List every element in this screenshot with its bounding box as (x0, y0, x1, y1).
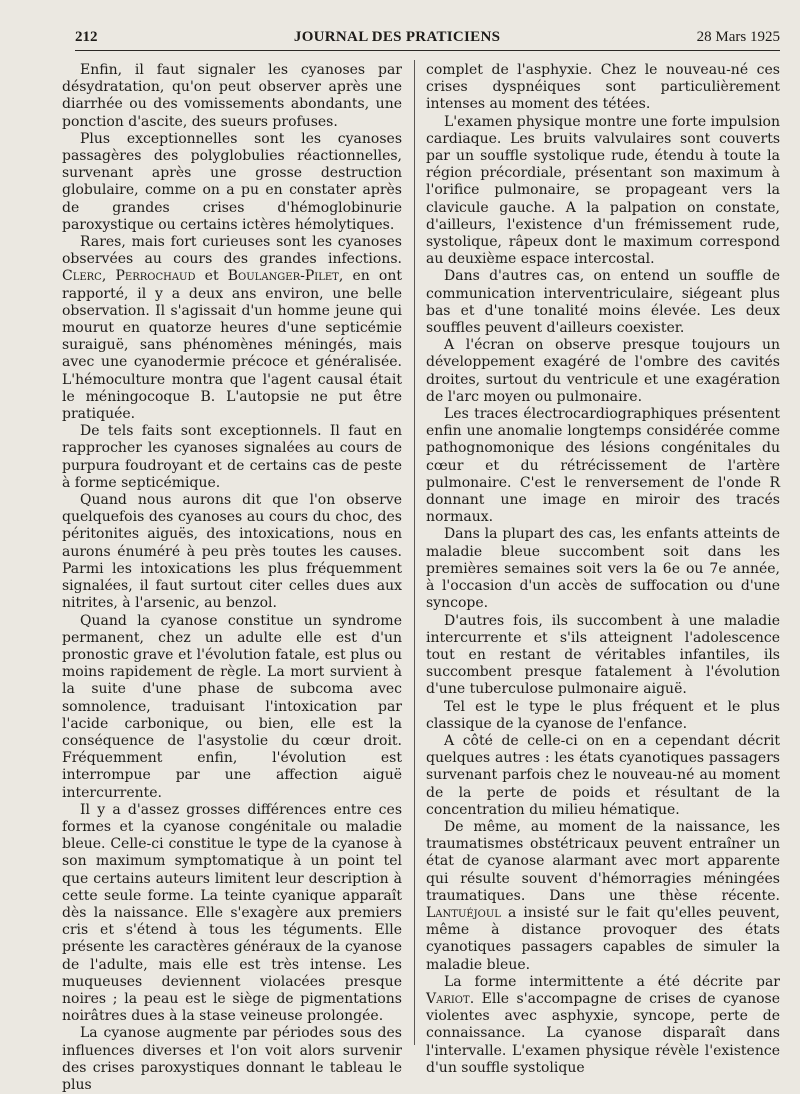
paragraph: L'examen physique montre une forte impulsion cardiaque. Les bruits valvulaires sont couverts par un souffle systolique rude, étendu à toute la région précordiale, présentant son maximum à l'orifice pulmonaire, se propageant vers la clavicule gauche. A la palpation on constate, d'ailleurs, l'existence d'un frémissement rude, systolique, râpeux dont le maximum correspond au deuxième espace intercostal. (426, 113, 780, 268)
paragraph: Plus exceptionnelles sont les cyanoses passagères des polyglobulies réactionnelles, survenant après une grosse destruction globulaire, comme on a pu en constater après de grandes crises d'hémoglobinurie paroxystique ou certains ictères hémolytiques. (62, 130, 402, 233)
right-column (426, 62, 780, 1077)
left-column (62, 62, 402, 1094)
paragraph: La forme intermittente a été décrite par Variot. Elle s'accompagne de crises de cyanose violentes avec asphyxie, syncope, perte de connaissance. La cyanose disparaît dans l'intervalle. L'examen physique révèle l'existence d'un souffle systolique (426, 973, 780, 1076)
journal-title: JOURNAL DES PRATICIENS (293, 28, 501, 45)
column-divider (414, 60, 415, 1045)
paragraph: Quand la cyanose constitue un syndrome permanent, chez un adulte elle est d'un pronostic grave et l'évolution fatale, est plus ou moins rapidement de règle. La mort survient à la suite d'une phase de subcoma avec somnolence, traduisant l'intoxication par l'acide carbonique, ou bien, elle est la conséquence de l'asystolie du cœur droit. Fréquemment enfin, l'évolution est interrompue par une affection aiguë intercurrente. (62, 612, 402, 801)
paragraph: Il y a d'assez grosses différences entre ces formes et la cyanose congénitale ou maladie bleue. Celle-ci constitue le type de la cyanose à son maximum symptomatique à un point tel que certains auteurs limitent leur description à cette seule forme. La teinte cyanique apparaît dès la naissance. Elle s'exagère aux premiers cris et s'étend à tous les téguments. Elle présente les caractères généraux de la cyanose de l'adulte, mais elle est très intense. Les muqueuses deviennent violacées presque noires ; la peau est le siège de pigmentations noirâtres dues à la stase veineuse prolongée. (62, 801, 402, 1025)
paragraph: Les traces électrocardiographiques présentent enfin une anomalie longtemps considérée comme pathognomonique des lésions congénitales du cœur et du rétrécissement de l'artère pulmonaire. C'est le renversement de l'onde R donnant une image en miroir des tracés normaux. (426, 406, 780, 526)
paragraph: complet de l'asphyxie. Chez le nouveau-né ces crises dyspnéiques sont particulièrement intenses au moment des tétées. (426, 62, 780, 113)
author-name: Clerc (62, 268, 102, 285)
paragraph: De même, au moment de la naissance, les traumatismes obstétricaux peuvent entraîner un état de cyanose alarmant avec mort apparente qui résulte souvent d'hémorragies méningées traumatiques. Dans une thèse récente. Lantuéjoul a insisté sur le fait qu'elles peuvent, même à distance provoquer des états cyanotiques passagers capables de simuler la maladie bleue. (426, 818, 780, 973)
page-number: 212 (75, 28, 98, 45)
paragraph: Dans d'autres cas, on entend un souffle de communication interventriculaire, siégeant plus bas et d'une tonalité moins élevée. Les deux souffles peuvent d'ailleurs coexister. (426, 268, 780, 337)
paragraph: De tels faits sont exceptionnels. Il faut en rapprocher les cyanoses signalées au cours de purpura foudroyant et de certains cas de peste à forme septicémique. (62, 423, 402, 491)
paragraph: La cyanose augmente par périodes sous des influences diverses et l'on voit alors survenir des crises paroxystiques donnant le tableau le plus (62, 1025, 402, 1093)
page-header (75, 24, 780, 51)
author-name: Perrochaud (115, 268, 196, 285)
paragraph: Enfin, il faut signaler les cyanoses par désydratation, qu'on peut observer après une diarrhée ou des vomissements abondants, une ponction d'ascite, des sueurs profuses. (62, 62, 402, 130)
author-name: Boulanger-Pilet (227, 268, 339, 285)
author-name: Variot (426, 990, 470, 1007)
paragraph: D'autres fois, ils succombent à une maladie intercurrente et s'ils atteignent l'adolescence tout en restant de véritables infantiles, ils succombent presque fatalement à l'évolution d'une tuberculose pulmonaire aiguë. (426, 612, 780, 698)
paragraph: Quand nous aurons dit que l'on observe quelquefois des cyanoses au cours du choc, des péritonites aiguës, des intoxications, nous en aurons énuméré à peu près toutes les causes. Parmi les intoxications les plus fréquemment signalées, il faut surtout citer celles dues aux nitrites, à l'arsenic, au benzol. (62, 492, 402, 612)
paragraph: Rares, mais fort curieuses sont les cyanoses observées au cours des grandes infections. Clerc, Perrochaud et Boulanger-Pilet, en ont rapporté, il y a deux ans environ, une belle observation. Il s'agissait d'un homme jeune qui mourut en quatorze heures d'une septicémie suraiguë, sans phénomènes méningés, mais avec une cyanodermie précoce et généralisée. L'hémoculture montra que l'agent causal était le méningocoque B. L'autopsie ne put être pratiquée. (62, 234, 403, 423)
paragraph: Dans la plupart des cas, les enfants atteints de maladie bleue succombent soit dans les premières semaines soit vers la 6e ou 7e année, à l'occasion d'un accès de suffocation ou d'une syncope. (426, 526, 780, 612)
author-name: Lantuéjoul (426, 904, 501, 921)
paragraph: Tel est le type le plus fréquent et le plus classique de la cyanose de l'enfance. (426, 698, 780, 732)
paragraph: A l'écran on observe presque toujours un développement exagéré de l'ombre des cavités droites, surtout du ventricule et une exagération de l'arc moyen ou pulmonaire. (426, 337, 780, 405)
issue-date: 28 Mars 1925 (696, 28, 780, 45)
paragraph: A côté de celle-ci on en a cependant décrit quelques autres : les états cyanotiques passagers survenant parfois chez le nouveau-né au moment de la perte de poids et résultant de la concentration du milieu hématique. (426, 732, 780, 818)
